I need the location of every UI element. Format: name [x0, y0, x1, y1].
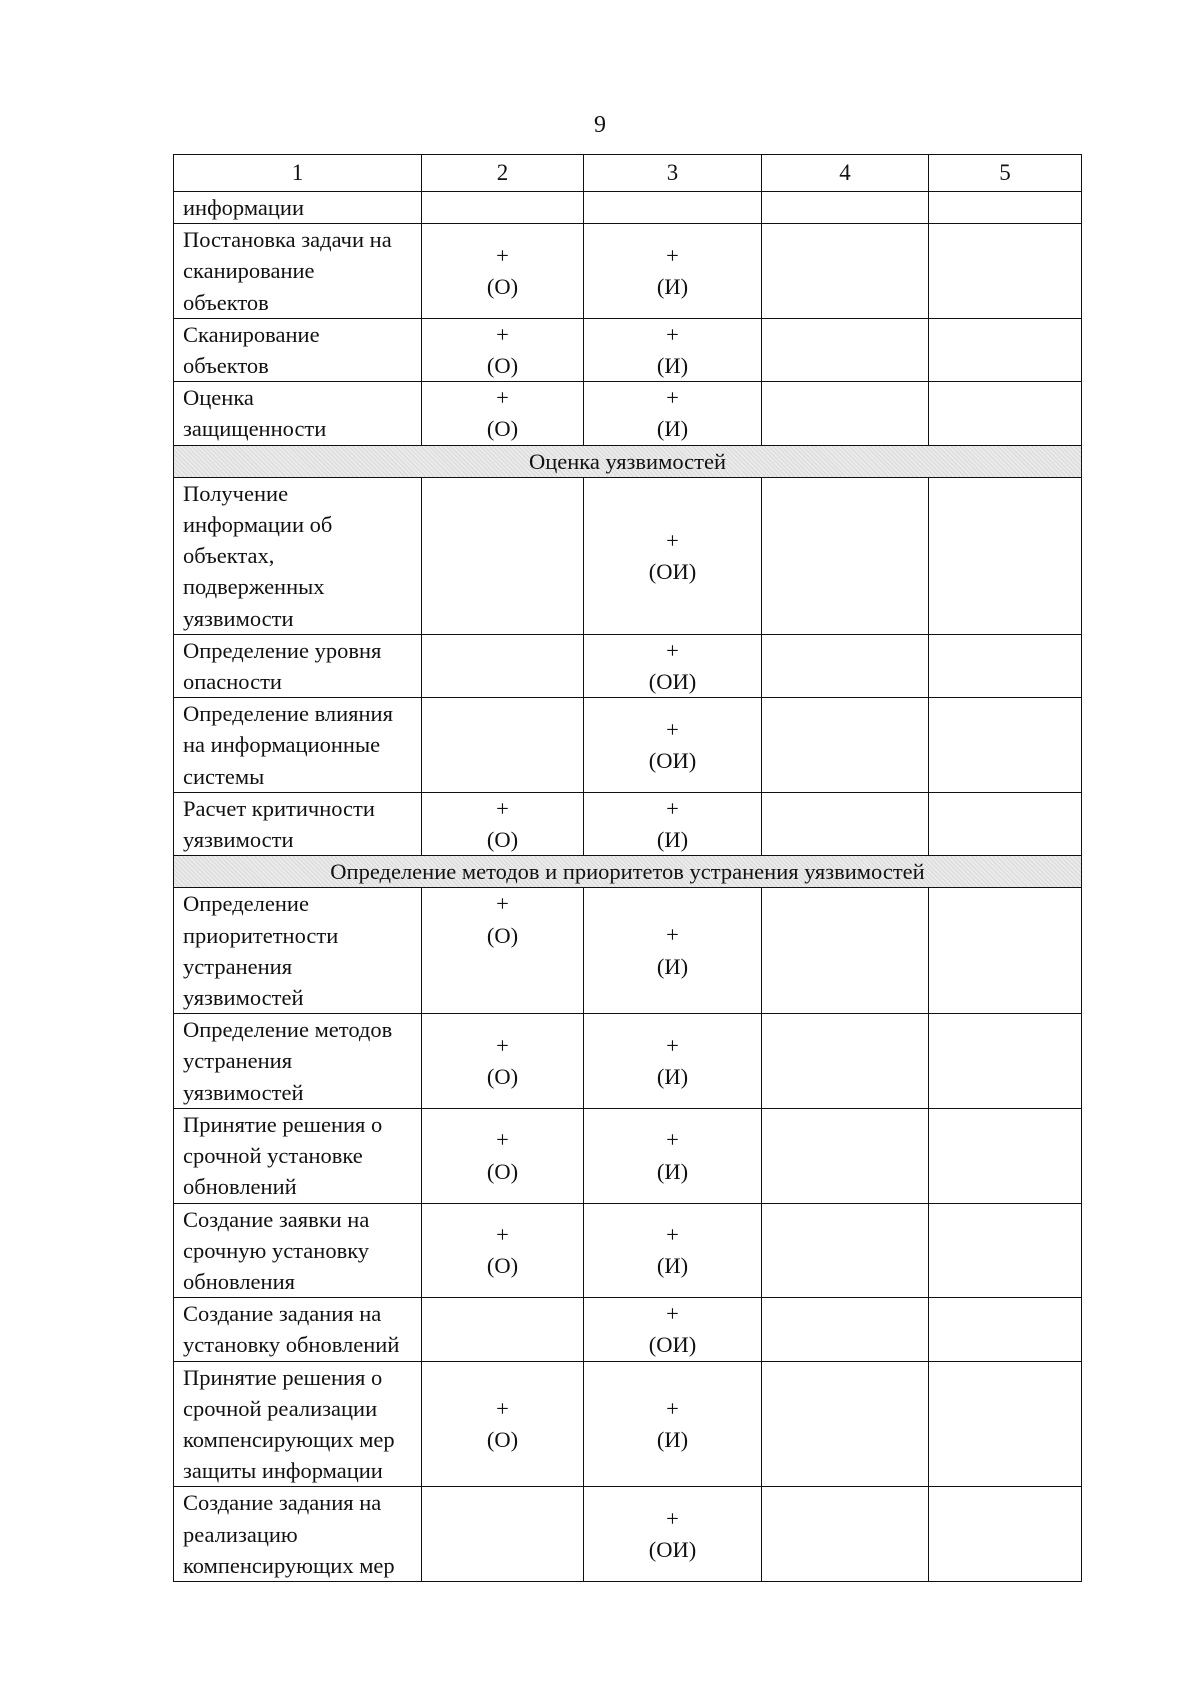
- column-4-cell: [762, 698, 929, 793]
- column-3-cell: [584, 477, 762, 634]
- column-3-cell: [584, 1487, 762, 1582]
- column-5-cell: [929, 792, 1082, 855]
- column-2-cell: [422, 698, 584, 793]
- column-4-cell: [762, 477, 929, 634]
- table-row: [174, 318, 1082, 381]
- column-5-cell: [929, 477, 1082, 634]
- column-3-cell: [584, 1108, 762, 1203]
- table-row: [174, 1014, 1082, 1109]
- column-2-cell: [422, 224, 584, 319]
- column-2-cell-value: + (О): [486, 1032, 519, 1090]
- column-3-cell: [584, 1014, 762, 1109]
- column-2-cell: [422, 1298, 584, 1361]
- task-cell: Определение уровня опасности: [174, 634, 422, 697]
- task-cell: Создание задания на установку обновлений: [174, 1298, 422, 1361]
- column-2-cell: [422, 792, 584, 855]
- table-row: [174, 698, 1082, 793]
- column-2-cell-value: + (О): [486, 385, 519, 442]
- column-4-cell: [762, 1298, 929, 1361]
- column-3-cell-value: + (И): [656, 922, 689, 979]
- table-row: [174, 224, 1082, 319]
- column-4-cell: [762, 1108, 929, 1203]
- header-cell-3: 3: [584, 155, 762, 192]
- column-3-cell: [584, 792, 762, 855]
- column-3-cell-value: + (И): [656, 321, 689, 379]
- column-3-cell: [584, 318, 762, 381]
- column-4-cell: [762, 382, 929, 445]
- section-title: Оценка уязвимостей: [174, 445, 1082, 477]
- task-cell: информации: [174, 192, 422, 224]
- header-cell-4: 4: [762, 155, 929, 192]
- column-3-cell-value: + (ОИ): [648, 716, 697, 774]
- column-4-cell: [762, 1014, 929, 1109]
- column-3-cell-value: + (ОИ): [648, 1505, 697, 1563]
- column-3-cell-value: + (ОИ): [648, 637, 697, 695]
- column-2-cell-value: + (О): [486, 1395, 519, 1452]
- column-2-cell: [422, 888, 584, 1014]
- column-3-cell-value: + (И): [656, 795, 689, 853]
- column-2-cell: [422, 1108, 584, 1203]
- table-row: [174, 1108, 1082, 1203]
- task-cell: Определение влияния на информационные системы: [174, 698, 422, 793]
- table-row: [174, 1203, 1082, 1298]
- table-row: [174, 382, 1082, 445]
- column-5-cell: [929, 634, 1082, 697]
- column-5-cell: [929, 698, 1082, 793]
- column-3-cell: [584, 1361, 762, 1487]
- column-5-cell: [929, 1298, 1082, 1361]
- column-2-cell-value: + (О): [486, 321, 519, 379]
- column-4-cell: [762, 1203, 929, 1298]
- column-4-cell: [762, 318, 929, 381]
- column-5-cell: [929, 1108, 1082, 1203]
- column-2-cell: [422, 1014, 584, 1109]
- column-3-cell: [584, 698, 762, 793]
- section-row: [174, 856, 1082, 888]
- column-4-cell: [762, 888, 929, 1014]
- section-row: [174, 445, 1082, 477]
- task-cell: Сканирование объектов: [174, 318, 422, 381]
- column-2-cell: [422, 382, 584, 445]
- page-number: 9: [594, 112, 606, 138]
- column-3-cell: [584, 382, 762, 445]
- column-2-cell: [422, 477, 584, 634]
- column-2-cell: [422, 634, 584, 697]
- task-cell: Принятие решения о срочной установке обновлений: [174, 1108, 422, 1203]
- header-cell-1: 1: [174, 155, 422, 192]
- column-3-cell-value: + (И): [656, 1395, 689, 1452]
- table-row: [174, 634, 1082, 697]
- header-cell-2: 2: [422, 155, 584, 192]
- task-cell: Получение информации об объектах, подверженных уязвимости: [174, 477, 422, 634]
- table-row: [174, 1361, 1082, 1487]
- column-4-cell: [762, 1361, 929, 1487]
- column-2-cell: [422, 192, 584, 224]
- column-3-cell-value: + (И): [656, 1222, 689, 1279]
- table-row: [174, 1487, 1082, 1582]
- section-title: Определение методов и приоритетов устранения уязвимостей: [174, 856, 1082, 888]
- task-cell: Постановка задачи на сканирование объектов: [174, 224, 422, 319]
- column-4-cell: [762, 792, 929, 855]
- column-3-cell-value: + (И): [656, 242, 689, 299]
- table-row: [174, 888, 1082, 1014]
- column-2-cell: [422, 318, 584, 381]
- task-cell: Оценка защищенности: [174, 382, 422, 445]
- column-5-cell: [929, 1361, 1082, 1487]
- column-2-cell-value: + (О): [486, 795, 519, 853]
- task-cell: Определение приоритетности устранения уязвимостей: [174, 888, 422, 1014]
- column-2-cell-value: + (О): [486, 242, 519, 299]
- column-3-cell: [584, 888, 762, 1014]
- table-row: [174, 192, 1082, 224]
- column-3-cell: [584, 1298, 762, 1361]
- task-cell: Определение методов устранения уязвимостей: [174, 1014, 422, 1109]
- column-3-cell-value: + (И): [656, 385, 689, 442]
- column-3-cell-value: + (И): [656, 1032, 689, 1090]
- column-3-cell: [584, 192, 762, 224]
- responsibility-table: [173, 154, 1082, 1582]
- column-4-cell: [762, 634, 929, 697]
- column-5-cell: [929, 382, 1082, 445]
- column-3-cell: [584, 1203, 762, 1298]
- column-4-cell: [762, 224, 929, 319]
- task-cell: Расчет критичности уязвимости: [174, 792, 422, 855]
- task-cell: Создание задания на реализацию компенсирующих мер: [174, 1487, 422, 1582]
- column-2-cell-value: + (О): [486, 1127, 519, 1184]
- task-cell: Создание заявки на срочную установку обновления: [174, 1203, 422, 1298]
- column-3-cell: [584, 634, 762, 697]
- table-body: [174, 155, 1082, 1582]
- header-cell-5: 5: [929, 155, 1082, 192]
- column-5-cell: [929, 888, 1082, 1014]
- column-5-cell: [929, 224, 1082, 319]
- column-2-cell: [422, 1361, 584, 1487]
- table-row: [174, 1298, 1082, 1361]
- column-3-cell-value: + (ОИ): [648, 1301, 697, 1358]
- header-row: [174, 155, 1082, 192]
- column-5-cell: [929, 1203, 1082, 1298]
- column-2-cell-value: + (О): [486, 891, 519, 948]
- column-5-cell: [929, 318, 1082, 381]
- table-row: [174, 792, 1082, 855]
- column-5-cell: [929, 192, 1082, 224]
- column-2-cell: [422, 1203, 584, 1298]
- column-2-cell: [422, 1487, 584, 1582]
- column-4-cell: [762, 192, 929, 224]
- column-5-cell: [929, 1014, 1082, 1109]
- column-3-cell-value: + (ОИ): [648, 527, 697, 584]
- task-cell: Принятие решения о срочной реализации компенсирующих мер защиты информации: [174, 1361, 422, 1487]
- column-2-cell-value: + (О): [486, 1222, 519, 1279]
- column-5-cell: [929, 1487, 1082, 1582]
- column-3-cell: [584, 224, 762, 319]
- column-3-cell-value: + (И): [656, 1127, 689, 1184]
- column-4-cell: [762, 1487, 929, 1582]
- table-row: [174, 477, 1082, 634]
